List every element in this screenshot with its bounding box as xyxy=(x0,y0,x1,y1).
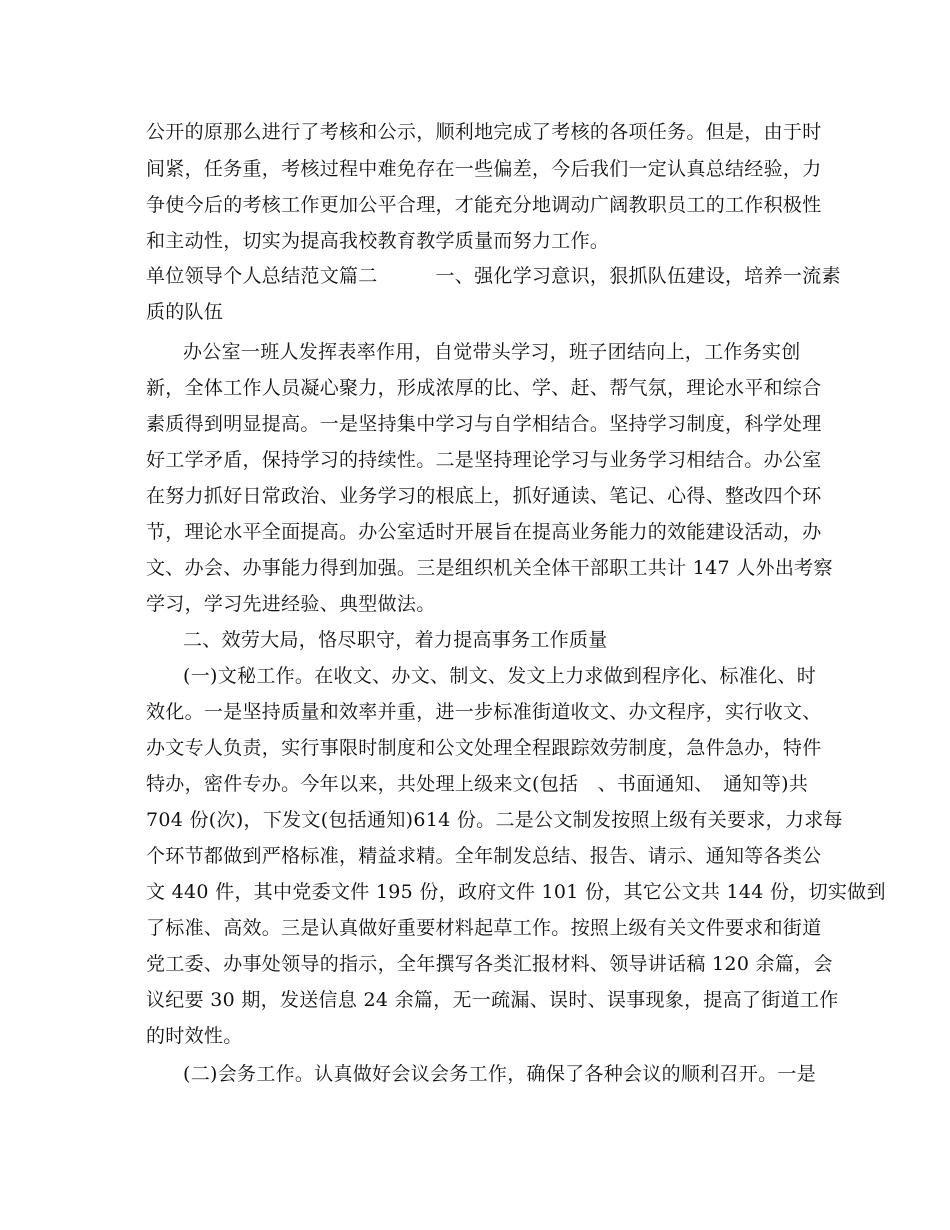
text-line: 间紧，任务重，考核过程中难免存在一些偏差，今后我们一定认真总结经验，力 xyxy=(146,158,822,180)
text-line: 704 份(次)，下发文(包括通知)614 份。二是公文制发按照上级有关要求，力求每 xyxy=(146,809,843,831)
text-line: 的时效性。 xyxy=(146,1025,243,1047)
text-line: 质的队伍 xyxy=(146,301,224,323)
text-line: 特办，密件专办。今年以来，共处理上级来文(包括 、书面通知、 通知等)共 xyxy=(146,773,809,795)
paragraph-start-line: 办公室一班人发挥表率作用，自觉带头学习，班子团结向上，工作务实创 xyxy=(183,341,801,363)
text-line: 新，全体工作人员凝心聚力，形成浓厚的比、学、赶、帮气氛，理论水平和综合 xyxy=(146,377,822,399)
text-line: 效化。一是坚持质量和效率并重，进一步标准街道收文、办文程序，实行收文、 xyxy=(146,701,822,723)
section-heading-line: 二、效劳大局，恪尽职守，着力提高事务工作质量 xyxy=(183,629,608,651)
text-line: 在努力抓好日常政治、业务学习的根底上，抓好通读、笔记、心得、整改四个环 xyxy=(146,485,822,507)
text-line: 了标准、高效。三是认真做好重要材料起草工作。按照上级有关文件要求和街道 xyxy=(146,917,822,939)
paragraph-start-line: (二)会务工作。认真做好会议会务工作，确保了各种会议的顺利召开。一是 xyxy=(183,1063,817,1085)
text-line: 素质得到明显提高。一是坚持集中学习与自学相结合。坚持学习制度，科学处理 xyxy=(146,413,822,435)
text-line: 争使今后的考核工作更加公平合理，才能充分地调动广阔教职员工的工作积极性 xyxy=(146,194,822,216)
text-line: 好工学矛盾，保持学习的持续性。二是坚持理论学习与业务学习相结合。办公室 xyxy=(146,449,822,471)
text-line: 文、办会、办事能力得到加强。三是组织机关全体干部职工共计 147 人外出考察 xyxy=(146,557,833,579)
text-line: 和主动性，切实为提高我校教育教学质量而努力工作。 xyxy=(146,230,610,252)
text-line: 党工委、办事处领导的指示，全年撰写各类汇报材料、领导讲话稿 120 余篇，会 xyxy=(146,953,833,975)
section-heading-line: 单位领导个人总结范文篇二 一、强化学习意识，狠抓队伍建设，培养一流素 xyxy=(146,265,841,287)
text-line: 文 440 件，其中党委文件 195 份，政府文件 101 份，其它公文共 144 份，切实做到 xyxy=(146,881,886,903)
text-line: 议纪要 30 期，发送信息 24 余篇，无一疏漏、误时、误事现象，提高了街道工作 xyxy=(146,989,839,1011)
text-line: 节，理论水平全面提高。办公室适时开展旨在提高业务能力的效能建设活动，办 xyxy=(146,521,822,543)
text-line: 办文专人负责，实行事限时制度和公文处理全程跟踪效劳制度，急件急办，特件 xyxy=(146,737,822,759)
text-line: 学习，学习先进经验、典型做法。 xyxy=(146,593,436,615)
text-line: 公开的原那么进行了考核和公示，顺利地完成了考核的各项任务。但是，由于时 xyxy=(146,121,822,143)
text-line: 个环节都做到严格标准，精益求精。全年制发总结、报告、请示、通知等各类公 xyxy=(146,845,822,867)
paragraph-start-line: (一)文秘工作。在收文、办文、制文、发文上力求做到程序化、标准化、时 xyxy=(183,665,817,687)
